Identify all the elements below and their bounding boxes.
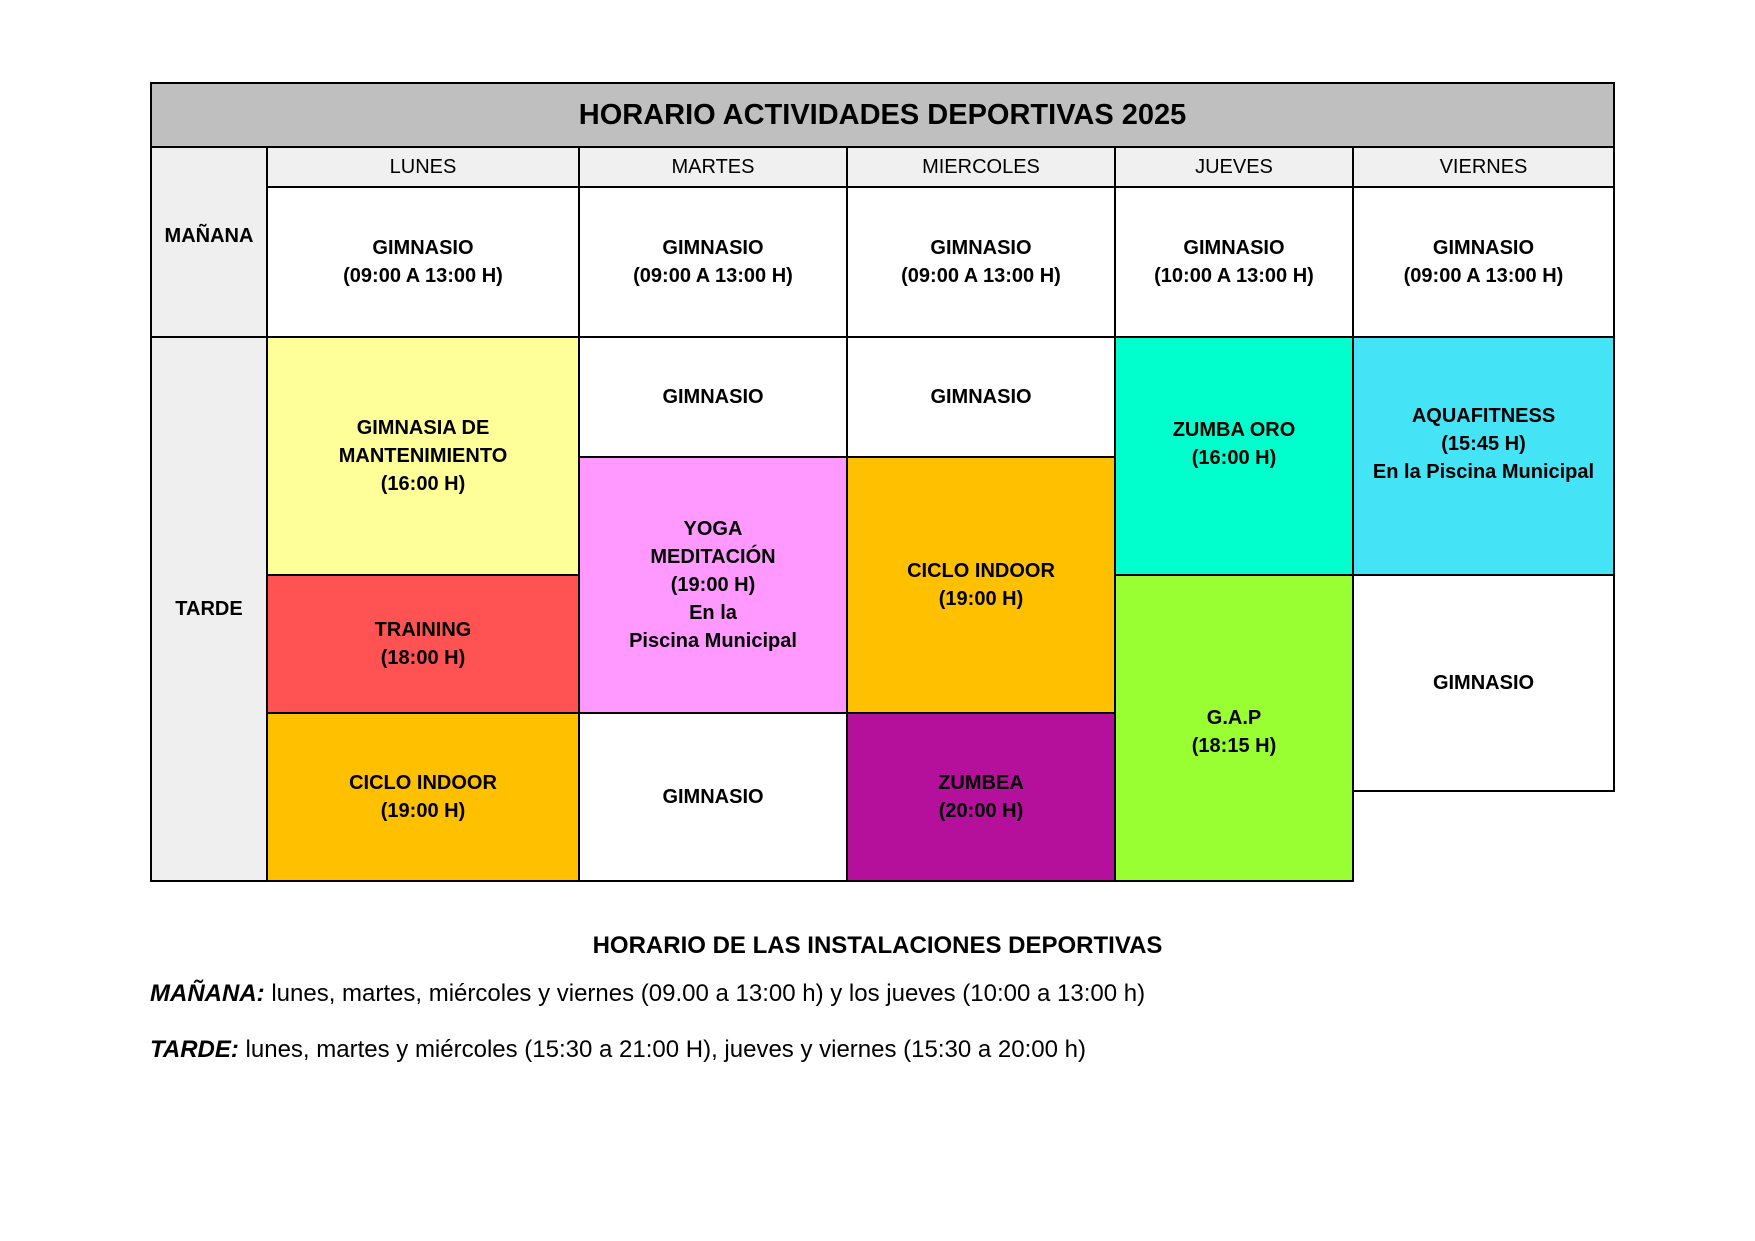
facilities-morning-label: MAÑANA: [150, 980, 265, 1007]
activity-name: TRAINING [374, 619, 472, 641]
afternoon-miercoles-gimnasio [846, 336, 1116, 458]
period-afternoon [150, 336, 268, 882]
activity-time: (09:00 A 13:00 H) [343, 265, 503, 287]
corner-cell [150, 146, 268, 188]
activity-name: GIMNASIO [372, 237, 474, 259]
afternoon-martes-gimnasio-late [578, 712, 848, 882]
facilities-morning-text: lunes, martes, miércoles y viernes (09.00 a 13:00 h) y los jueves (10:00 a 13:00 h) [264, 980, 1146, 1007]
activity-name-line1: GIMNASIA DE [356, 417, 490, 439]
facilities-afternoon [150, 1036, 1610, 1064]
activity-name: CICLO INDOOR [907, 560, 1055, 582]
afternoon-viernes-gimnasio [1352, 574, 1615, 792]
facilities-morning [150, 980, 1610, 1008]
activity-time: (18:15 H) [1191, 735, 1277, 757]
morning-viernes [1352, 186, 1615, 338]
activity-name: GIMNASIO [930, 386, 1032, 408]
morning-miercoles [846, 186, 1116, 338]
activity-time: (10:00 A 13:00 H) [1154, 265, 1314, 287]
activity-location-line1: En la [689, 602, 737, 624]
activity-name: AQUAFITNESS [1411, 405, 1556, 427]
activity-name: GIMNASIO [930, 237, 1032, 259]
afternoon-viernes-aquafitness [1352, 336, 1615, 576]
period-morning-label: MAÑANA [164, 225, 254, 247]
activity-name-line2: MEDITACIÓN [650, 546, 776, 568]
afternoon-lunes-gimnasia [266, 336, 580, 576]
schedule-table [150, 82, 1615, 882]
activity-time: (15:45 H) [1441, 433, 1526, 455]
activity-name: GIMNASIO [1183, 237, 1285, 259]
activity-name: ZUMBA ORO [1172, 419, 1296, 441]
morning-martes [578, 186, 848, 338]
morning-jueves [1114, 186, 1354, 338]
afternoon-martes-gimnasio [578, 336, 848, 458]
day-header-lunes: LUNES [266, 146, 580, 188]
afternoon-jueves-zumba-oro [1114, 336, 1354, 576]
activity-name: GIMNASIO [662, 237, 764, 259]
activity-location: En la Piscina Municipal [1372, 461, 1595, 483]
activity-time: (18:00 H) [380, 647, 466, 669]
activity-name: G.A.P [1206, 707, 1262, 729]
day-header-jueves: JUEVES [1114, 146, 1354, 188]
activity-name: GIMNASIO [662, 786, 764, 808]
activity-name: GIMNASIO [1432, 672, 1535, 694]
activity-name: GIMNASIO [662, 386, 764, 408]
activity-time: (09:00 A 13:00 H) [901, 265, 1061, 287]
activity-time: (20:00 H) [938, 800, 1024, 822]
activity-time: (09:00 A 13:00 H) [633, 265, 793, 287]
activity-name: GIMNASIO [1432, 237, 1535, 259]
activity-time: (09:00 A 13:00 H) [1403, 265, 1564, 287]
activity-time: (19:00 H) [380, 800, 466, 822]
afternoon-miercoles-ciclo [846, 456, 1116, 714]
day-header-viernes: VIERNES [1352, 146, 1615, 188]
facilities-afternoon-text: lunes, martes y miércoles (15:30 a 21:00 H), jueves y viernes (15:30 a 20:00 h) [238, 1036, 1086, 1063]
activity-name-line2: MANTENIMIENTO [338, 445, 508, 467]
morning-lunes [266, 186, 580, 338]
activity-time: (19:00 H) [938, 588, 1024, 610]
afternoon-lunes-training [266, 574, 580, 714]
schedule-title: HORARIO ACTIVIDADES DEPORTIVAS 2025 [150, 82, 1615, 148]
facilities-heading: HORARIO DE LAS INSTALACIONES DEPORTIVAS [592, 932, 1163, 959]
day-header-miercoles: MIERCOLES [846, 146, 1116, 188]
period-afternoon-label: TARDE [175, 598, 243, 620]
activity-time: (16:00 H) [1191, 447, 1277, 469]
afternoon-jueves-gap [1114, 574, 1354, 882]
afternoon-miercoles-zumbea [846, 712, 1116, 882]
facilities-afternoon-label: TARDE: [150, 1036, 239, 1063]
afternoon-lunes-ciclo [266, 712, 580, 882]
activity-name: CICLO INDOOR [349, 772, 497, 794]
activity-time: (19:00 H) [670, 574, 756, 596]
activity-time: (16:00 H) [380, 473, 466, 495]
afternoon-martes-yoga [578, 456, 848, 714]
day-header-martes: MARTES [578, 146, 848, 188]
activity-location-line2: Piscina Municipal [629, 630, 797, 652]
activity-name: ZUMBEA [938, 772, 1024, 794]
period-morning [150, 186, 268, 338]
activity-name-line1: YOGA [683, 518, 743, 540]
